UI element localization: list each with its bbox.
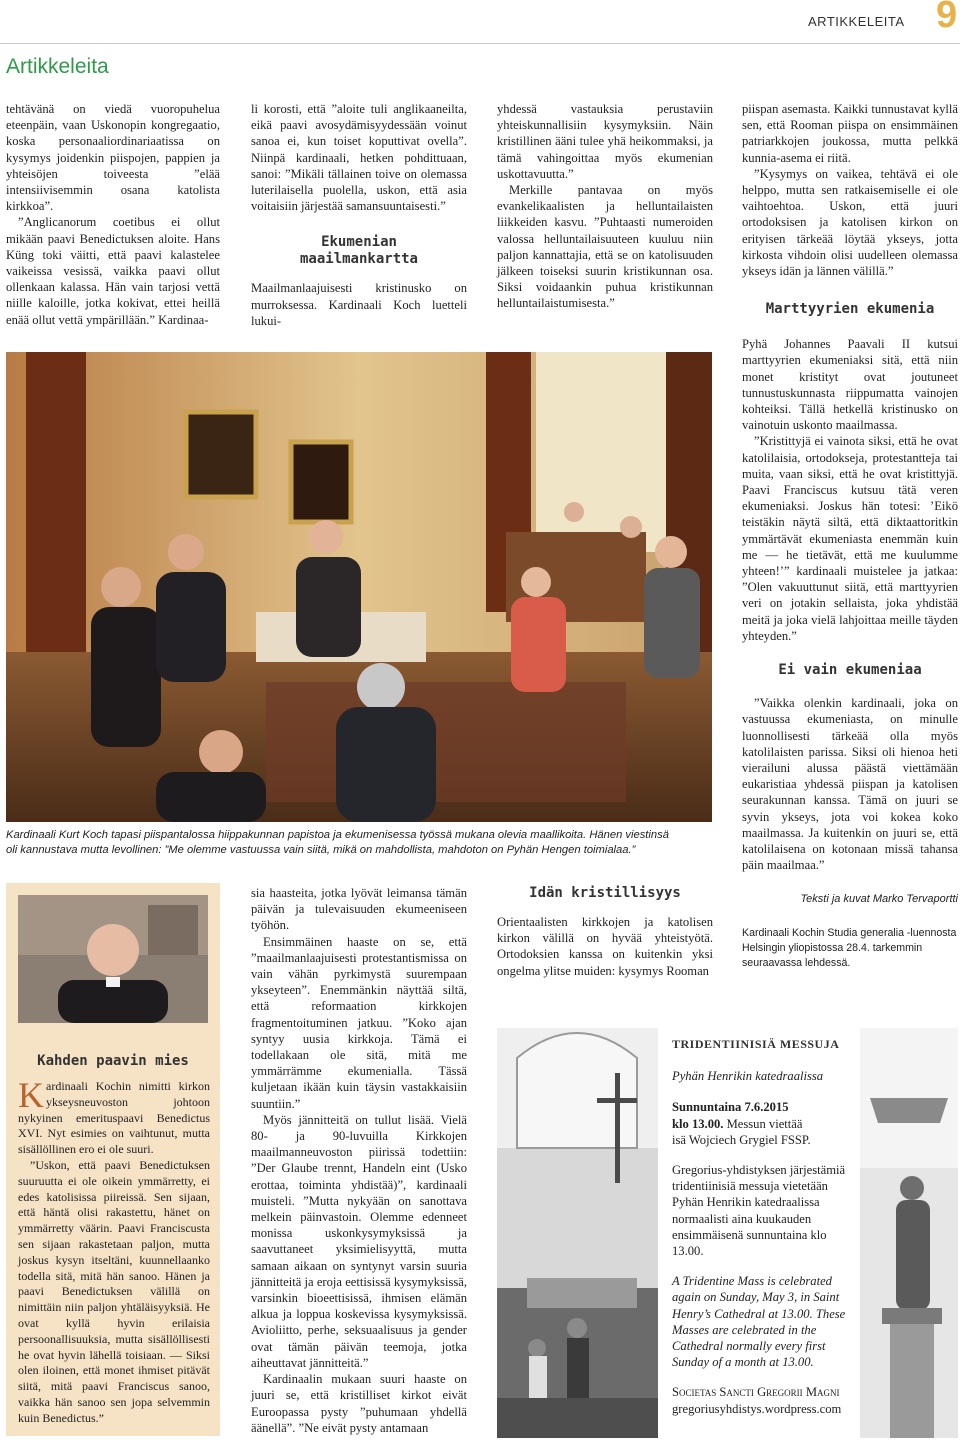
society-website: gregoriusyhdistys.wordpress.com xyxy=(672,1401,842,1416)
caption-line-1: Kardinaali Kurt Koch tapasi piispantalossa hiippakunnan papistoa ja ekumenisessa työssä mukana olevia maallikoita. Hänen viestinsä xyxy=(6,829,669,841)
mass-location: Pyhän Henrikin katedraalissa xyxy=(672,1069,824,1084)
cathedral-photo xyxy=(497,1028,658,1438)
main-photo xyxy=(6,352,712,822)
column-3 xyxy=(497,101,713,312)
subhead-ekumenian-maailmankartta: Ekumenian maailmankartta xyxy=(299,234,418,268)
col4-paragraph-4: ”Kristittyjä ei vainota siksi, että he ovat katolilaisia, ortodokseja, protestantteja tai muita, vaan siksi, että he ovat kristittyjä. Paavi Franciscus kutsuu tätä veren ekumeniaksi. Joskus hän totesi: ’Eikö teistäkin näytä siltä, että diktaattoritkin ymmärtävät ekumeniasta enemmän kuin me — he tietävät, että me kuulumme yhteen!’” kardinaali muistelee ja jatkaa: ”Olen vakuuttunut siitä, että marttyyrien veri on jotakin sellaista, joka yhdistää meitä ja joka vielä lahjoittaa meille täyden yhteyden.” xyxy=(742,434,958,643)
mass-box-text xyxy=(672,1036,852,1417)
col3-paragraph-1: yhdessä vastauksia perustaviin yhteiskunnallisiin kysymyksiin. Näin kristillinen ääni tulee yhä heikommaksi, ja tämä vahingoittaa myös ekumenian uskottavuutta.” xyxy=(497,102,713,181)
column-2 xyxy=(251,101,467,329)
sidebar-paragraph-2: ”Uskon, että paavi Benedictuksen suuruutta ei ole oikein ymmärretty, ei edes katolisissa piireissä. Sen sijaan, että häntä olisi rakastettu, hänet on ymmärretty väärin. Paavi Franciscusta sen sijaan rakastetaan paljon, mutta joskus kysyn itseltäni, kuunnellaanko todella sitä, mitä hän sanoo. Hänen ja paavi Benedictuksen välillä on nimittäin niin paljon yhtäläisyyksiä. He ovat kyllä hyvin erilaisia persoonallisuuksia, mutta sisällöllisesti he ovat hyvin lähellä toisiaan. — Siksi olen iloinen, että monet ihmiset pitävät siitä, mitä paavi Franciscus sanoo, vaikka hän sanoo sen jopa selvemmin kuin Benedictus.” xyxy=(18,1157,210,1425)
lecture-note: Kardinaali Kochin Studia generalia -luennosta Helsingin yliopistossa 28.4. tarkemmin seuraavassa lehdessä. xyxy=(742,926,957,969)
col1-paragraph-1: tehtävänä on viedä vuoropuhelua eteenpäin, vaan Uskonopin kongregaatio, koska personaaliordinariaatissa on kysymys joidenkin piispojen, pappien ja yhteisöjen toiveesta ”elää intensiivisemmin osana katolista kirkkoa”. xyxy=(6,102,220,214)
col3-paragraph-2: Merkille pantavaa on myös evankelikaalisten ja helluntailaisten liikkeiden kasvu. ”Puhtaasti numeroiden valossa helluntailaisuuteen kuuluu niin paljon kannattajia, että se on katolisuuden jälkeen toiseksi suurin kristikunnan osa. Siksi voidaankin puhua kristikunnan helluntailaistumisesta.” xyxy=(497,183,713,311)
subhead-idan-kristillisyys: Idän kristillisyys xyxy=(529,885,681,901)
col4-paragraph-3: Pyhä Johannes Paavali II kutsui marttyyrien ekumeniaksi sitä, että niin monet kristityt ovat joutuneet tunnustuskunnasta riippumatta vainojen kohteiksi. Tällä hetkellä kristinusko on vainotuin uskonto maailmassa. xyxy=(742,337,958,433)
col4-paragraph-5: ”Vaikka olenkin kardinaali, joka on vastuussa ekumeniasta, on minulle luonnollisesti tärkeää olla myös katolilaisten parissa. Siksi oli hienoa heti vierailuni alussa päästä viettämään eukaristiaa yhdessä piispan ja katolisen seurakunnan kanssa. Tämä on juuri se syvin ykseys, jota voi kokea koko maailmassa. Ja kuitenkin on juuri se, että katolilaisena on kotonaan missä tahansa päin maailmaa.” xyxy=(742,696,958,873)
page-number: 9 xyxy=(936,0,958,36)
header-rule xyxy=(0,43,960,44)
drop-cap: K xyxy=(18,1075,44,1115)
column-4 xyxy=(742,101,958,971)
sidebar-text xyxy=(18,1075,210,1427)
colb2-paragraph-4: Kardinaalin mukaan suuri haaste on juuri se, että kristilliset kirkot eivät Euroopassa pysty ”puhumaan yhdellä äänellä”. ”Ne eivät pysty antamaan xyxy=(251,1372,467,1435)
subhead-marttyyrien-ekumenia: Marttyyrien ekumenia xyxy=(765,301,935,318)
portrait-photo xyxy=(18,895,208,1023)
mass-english: A Tridentine Mass is celebrated again on Sunday, May 3, in Saint Henry’s Cathedral at 13.00. These Masses are celebrated in the Cathedral normally every first Sunday of a month at 13.00. xyxy=(672,1274,846,1370)
mass-title: TRIDENTIINISIÄ MESSUJA xyxy=(672,1037,840,1051)
caption-line-2: oli kannustava mutta levollinen: ”Me olemme vastuussa vain siitä, mikä on mahdollista, mahdoton on Pyhän Hengen toimialaa.” xyxy=(6,844,636,856)
column-1 xyxy=(6,101,220,328)
statue-photo xyxy=(860,1028,958,1438)
col4-paragraph-1: piispan asemasta. Kaikki tunnustavat kyllä sen, että Rooman piispa on ensimmäinen patriarkkojen joukossa, mutta pelkkä kunnia-asema ei riitä. xyxy=(742,102,958,165)
column-b3 xyxy=(497,885,713,979)
col2-paragraph-1: li korosti, että ”aloite tuli anglikaaneilta, eikä paavi avosydämisyydessään voinut sanoa ei, kun toiset koputtivat ovella”. Niinpä kardinaali, hetken pohdittuaan, sanoi: ”Mikäli tällainen toive on olemassa luterilaisella puolella, uskon, että asia voitaisiin järjestää samansuuntaisesti.” xyxy=(251,102,467,214)
column-b2 xyxy=(251,885,467,1436)
sidebar-title: Kahden paavin mies xyxy=(37,1053,189,1069)
subhead-ei-vain-ekumeniaa: Ei vain ekumeniaa xyxy=(778,662,922,679)
colb2-paragraph-3: Myös jännitteitä on tullut lisää. Vielä 80- ja 90-luvuilla Kirkkojen maailmanneuvoston piirissä todettiin: ”Der Glaube trennt, Handeln eint (Usko erottaa, toiminta yhdistää)”, kardinaali muisteli. ”Mutta nykyään on sanottava melkein päinvastoin. Olemme edenneet monissa uskonkysymyksissä ja saavuttaneet yksimielisyyttä, mutta samaan aikaan on syntynyt varsin suuria jännitteitä ja eroja eettisissä kysymyksissä, varsinkin bioeettisissä, ihmisen elämän alkua ja loppua koskevissa kysymyksissä. Avioliitto, perhe, seksuaalisuus ja gender ovat tämän päivän teemoja, jotka aiheuttavat jännitteitä.” xyxy=(251,1112,467,1370)
colb2-paragraph-2: Ensimmäinen haaste on se, että ”maailmanlaajuisesti protestantismissa on vain vähän pyrkimystä suurempaan ykseyteen”. Enemmänkin näyttää siltä, että reformaation kirkkojen fragmentoituminen jatkuu. ”Koko ajan syntyy uusia kirkkoja. Tämä ei todellakaan ole sitä, mitä me ymmärrämme ekumenialla. Tässä kuljetaan ikään kuin täysin vastakkaisiin suuntiin.” xyxy=(251,934,467,1111)
sidebar-box xyxy=(6,883,220,1436)
col4-paragraph-2: ”Kysymys on vaikea, tehtävä ei ole helppo, mutta sen ratkaisemiselle ei ole vaihtoehtoa. Uskon, että juuri ortodoksisen ja katolisen kirkon on erityisen tärkeää löytää ykseys, jotta kirkosta vihdoin olisi uudelleen olemassa ykseys idän ja lännen välillä.” xyxy=(742,166,958,279)
byline: Teksti ja kuvat Marko Tervaportti xyxy=(800,893,958,906)
mass-description: Gregorius-yhdistyksen järjestämiä tridentiinisiä messuja vietetään Pyhän Henrikin katedraalissa normaalisti aina kuukauden ensimmäisenä sunnuntaina klo 13.00. xyxy=(672,1163,846,1259)
col1-paragraph-2: ”Anglicanorum coetibus ei ollut mikään paavi Benedictuksen aloite. Hans Küng toki väitti, että paavi kalastelee vaikeissa vesissä, vaikka paavi ollut ollenkaan kalassa. Hän vain tarjosi vettä niille kaloille, jotka kokivat, ettei heillä enää ollut vettä ympärillään.” Kardinaa- xyxy=(6,215,220,327)
sidebar-paragraph-1: ardinaali Kochin nimitti kirkon ykseysneuvoston johtoon nykyinen emerituspaavi Benedictus XVI. Nyt esimies on vaihtunut, mutta sisällöllinen ero ei ole suuri. xyxy=(18,1079,210,1157)
society-name: Societas Sancti Gregorii Magni xyxy=(672,1385,840,1400)
mass-date: Sunnuntaina 7.6.2015 xyxy=(672,1100,789,1115)
mass-celebrant: isä Wojciech Grygiel FSSP. xyxy=(672,1132,811,1147)
mass-time: klo 13.00. xyxy=(672,1116,724,1131)
mass-time-line xyxy=(672,1116,852,1132)
mass-time-rest: Messun viettää xyxy=(726,1116,803,1131)
colb3-paragraph-1: Orientaalisten kirkkojen ja katolisen kirkon välillä on hyvää yhteistyötä. Ortodoksien kanssa on kuitenkin yksi ongelma ylitse muiden: kysymys Rooman xyxy=(497,915,713,978)
col2-paragraph-2: Maailmanlaajuisesti kristinusko on murroksessa. Kardinaali Koch luetteli lukui- xyxy=(251,281,467,328)
section-label: ARTIKKELEITA xyxy=(808,14,905,29)
colb2-paragraph-1: sia haasteita, jotka lyövät leimansa tämän päivän ja tulevaisuuden ekumeeniseen työhön. xyxy=(251,886,467,933)
main-photo-caption xyxy=(6,828,712,858)
page-title: Artikkeleita xyxy=(6,55,109,78)
